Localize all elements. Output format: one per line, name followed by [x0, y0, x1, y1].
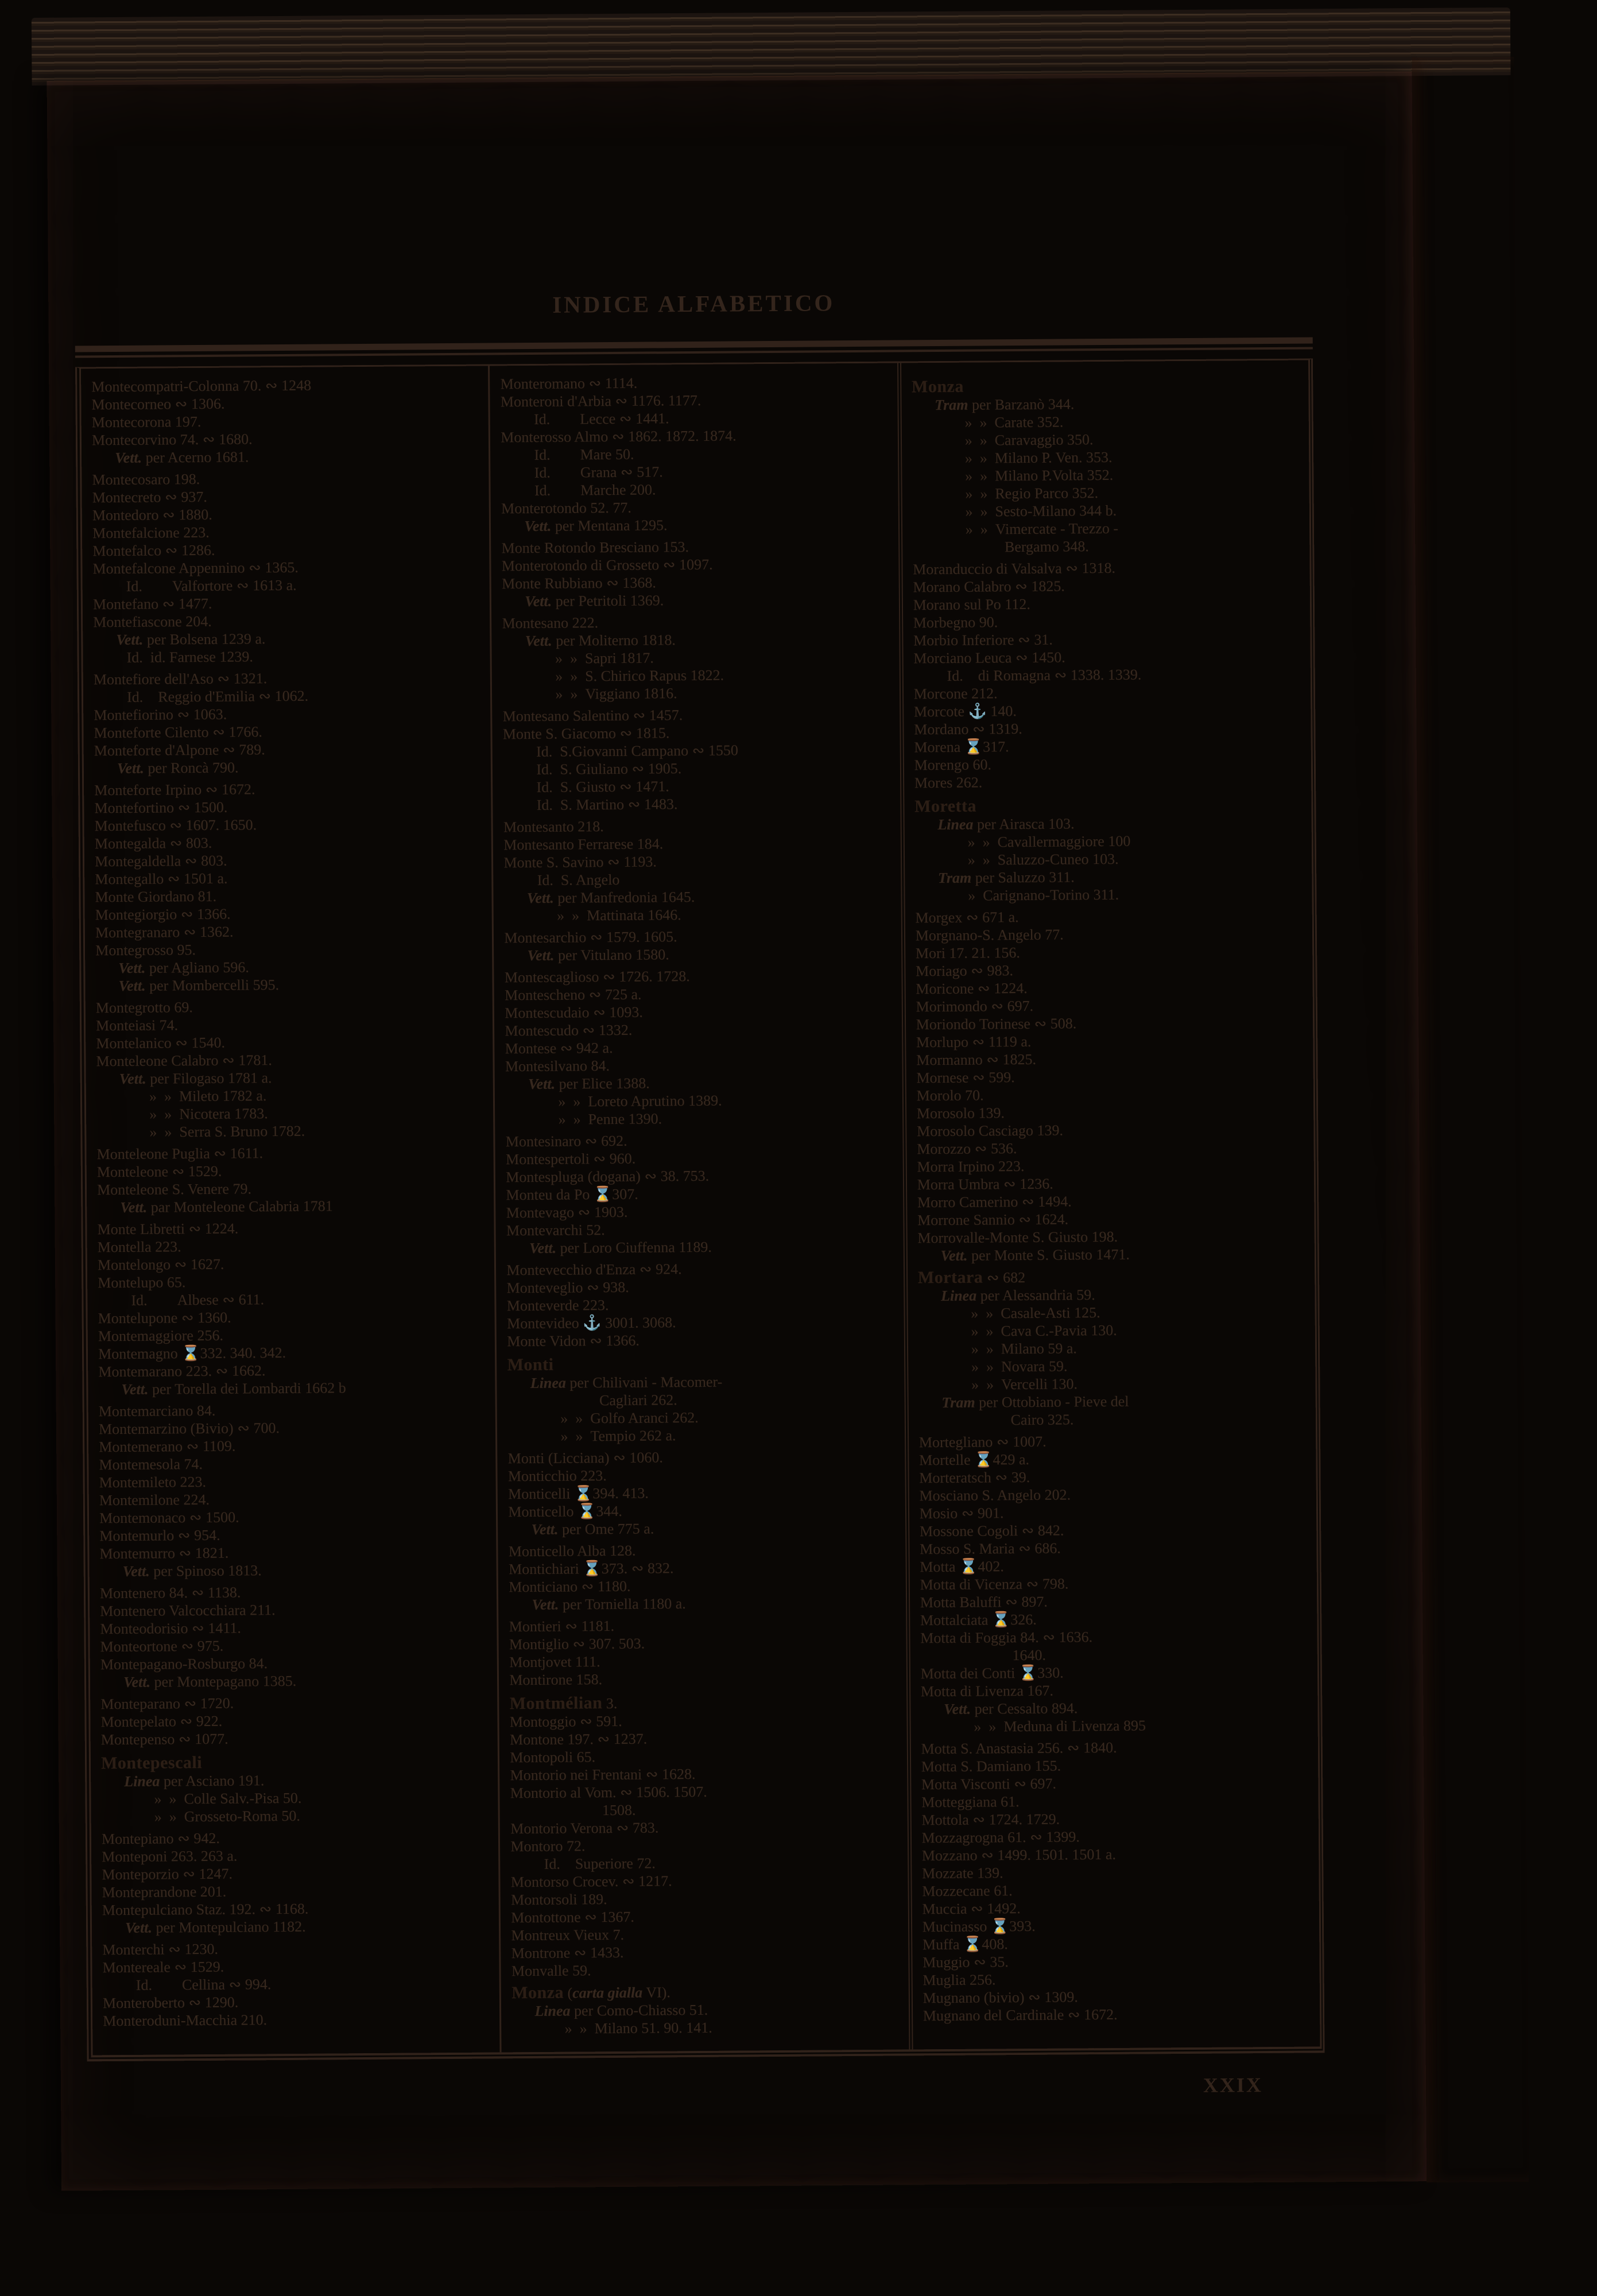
index-entry: Vett. per Monte S. Giusto 1471.	[940, 1246, 1130, 1265]
index-entry: Muccia ∾ 1492.	[922, 1900, 1021, 1918]
index-entry: Morrovalle-Monte S. Giusto 198.	[917, 1228, 1118, 1247]
index-entry: Montesanto Ferrarese 184.	[503, 835, 664, 854]
index-entry: Montescudo ∾ 1332.	[505, 1021, 633, 1040]
index-headword: Monza	[911, 377, 964, 397]
index-entry: » » Golfo Aranci 262.	[560, 1409, 699, 1427]
index-entry: Id. Cellina ∾ 994.	[135, 1976, 272, 1994]
index-entry: » » Nicotera 1783.	[149, 1105, 268, 1123]
index-entry: » » Milano P. Ven. 353.	[964, 448, 1113, 467]
index-entry: Vett. per Montepagano 1385.	[123, 1672, 297, 1690]
index-entry: Montecreto ∾ 937.	[92, 488, 207, 506]
page-number: XXIX	[1203, 2073, 1263, 2097]
index-entry: Monteleone Puglia ∾ 1611.	[96, 1145, 263, 1163]
index-entry: Morra Umbra ∾ 1236.	[917, 1175, 1053, 1193]
index-entry: Motta di Livenza 167.	[920, 1682, 1054, 1700]
index-entry: Motta Visconti ∾ 697.	[921, 1775, 1057, 1793]
index-entry: Montelupo 65.	[98, 1274, 186, 1292]
index-entry: Montescaglioso ∾ 1726. 1728.	[504, 968, 690, 986]
index-entry: Montemerano ∾ 1109.	[99, 1437, 236, 1456]
index-entry: Mucinasso ⌛393.	[922, 1917, 1036, 1936]
index-entry: Montevarchi 52.	[506, 1221, 605, 1239]
index-entry: Montesano Salentino ∾ 1457.	[502, 707, 683, 725]
index-entry: Morosolo Casciago 139.	[916, 1122, 1064, 1140]
index-entry: Montecorona 197.	[91, 413, 201, 431]
index-entry: Id. S.Giovanni Campano ∾ 1550	[536, 742, 738, 760]
index-entry: Montemurro ∾ 1821.	[99, 1544, 229, 1562]
index-entry: Montese ∾ 942 a.	[505, 1039, 613, 1057]
index-entry: Monteforte Cilento ∾ 1766.	[94, 723, 262, 742]
index-entry: Mortegliano ∾ 1007.	[918, 1433, 1046, 1451]
index-entry: Montefalcione 223.	[92, 523, 210, 542]
index-entry: Vett. per Loro Ciuffenna 1189.	[529, 1238, 712, 1257]
index-entry: Montesanto 218.	[503, 818, 604, 836]
index-entry: Montespluga (dogana) ∾ 38. 753.	[506, 1167, 710, 1186]
index-entry: Monte Giordano 81.	[95, 887, 217, 906]
index-entry: Montegalda ∾ 803.	[94, 834, 212, 852]
index-entry: Montelanico ∾ 1540.	[96, 1034, 226, 1052]
index-entry: » » Tempio 262 a.	[560, 1427, 676, 1445]
index-entry: Mornese ∾ 599.	[916, 1069, 1015, 1087]
index-entry: Montedoro ∾ 1880.	[92, 506, 212, 524]
index-entry: Montenero Valcocchiara 211.	[100, 1601, 276, 1620]
index-entry: Mormanno ∾ 1825.	[916, 1050, 1037, 1069]
index-entry: Vett. per Roncà 790.	[117, 759, 239, 777]
index-entry: Tram per Barzanò 344.	[935, 395, 1075, 414]
index-entry: Morteratsch ∾ 39.	[919, 1468, 1030, 1487]
index-entry: Montecompatri-Colonna 70. ∾ 1248	[91, 377, 312, 395]
index-entry: Monteroberto ∾ 1290.	[102, 1994, 239, 2012]
index-entry: Linea per Asciano 191.	[124, 1772, 265, 1790]
index-entry: Montemonaco ∾ 1500.	[99, 1508, 239, 1527]
index-entry: Mozzagrogna 61. ∾ 1399.	[921, 1828, 1080, 1847]
index-entry: Vett. per Montepulciano 1182.	[125, 1918, 306, 1936]
index-entry: Monteponi 263. 263 a.	[102, 1847, 238, 1865]
index-entry: Montichiari ⌛373. ∾ 832.	[508, 1560, 674, 1578]
index-entry: Morciano Leuca ∾ 1450.	[913, 649, 1065, 667]
index-column-2	[488, 363, 909, 2053]
index-entry: Montorso Crocev. ∾ 1217.	[510, 1872, 672, 1891]
index-entry: Tram per Ottobiano - Pieve del	[941, 1393, 1129, 1411]
index-entry: Mordano ∾ 1319.	[914, 720, 1022, 738]
index-entry: Montespertoli ∾ 960.	[505, 1150, 636, 1168]
index-entry: Linea per Chilivani - Macomer-	[530, 1373, 723, 1392]
index-entry: Montemarciano 84.	[98, 1402, 216, 1420]
index-entry: Id. S. Giusto ∾ 1471.	[536, 778, 669, 796]
index-entry: Morcone 212.	[913, 685, 998, 703]
index-entry: Montorio nei Frentani ∾ 1628.	[510, 1766, 696, 1784]
index-entry: Montorio Verona ∾ 783.	[510, 1819, 659, 1837]
index-entry: Morlupo ∾ 1119 a.	[916, 1033, 1032, 1051]
index-entry: Monteromano ∾ 1114.	[500, 374, 638, 393]
index-entry: Moricone ∾ 1224.	[916, 979, 1028, 998]
page-title: INDICE ALFABETICO	[552, 289, 835, 318]
header-rule	[75, 337, 1313, 358]
index-entry: » » Milano 59 a.	[971, 1340, 1077, 1358]
index-entry: Monte Rotondo Bresciano 153.	[501, 538, 689, 557]
index-entry: Montorio al Vom. ∾ 1506. 1507.	[510, 1783, 707, 1802]
index-entry: Montemarzino (Bivio) ∾ 700.	[98, 1420, 280, 1438]
index-entry: Montiglio ∾ 307. 503.	[509, 1635, 645, 1653]
index-entry: » » Vimercate - Trezzo -	[965, 519, 1119, 538]
index-entry: Id. Superiore 72.	[544, 1855, 656, 1872]
index-headword: Monti	[507, 1355, 554, 1375]
index-entry: Monteverde 223.	[506, 1297, 609, 1314]
index-entry: Vett. per Petritoli 1369.	[525, 592, 664, 610]
index-entry: » Carignano-Torino 311.	[968, 886, 1119, 904]
index-entry: Montemilone 224.	[99, 1491, 210, 1509]
index-entry: Montepelato ∾ 922.	[100, 1712, 223, 1731]
index-entry: Id. Mare 50.	[534, 445, 634, 463]
index-entry: Monteveglio ∾ 938.	[506, 1278, 629, 1297]
index-entry: Morozzo ∾ 536.	[917, 1140, 1017, 1158]
index-entry: » » Casale-Asti 125.	[971, 1304, 1100, 1322]
index-entry: Montesarchio ∾ 1579. 1605.	[504, 928, 677, 947]
index-column-3	[897, 360, 1320, 2050]
index-entry: Vett. per Moliterno 1818.	[525, 631, 676, 650]
index-entry: Montone 197. ∾ 1237.	[509, 1730, 648, 1748]
index-entry: » » Penne 1390.	[558, 1110, 662, 1128]
index-entry: Montemarano 223. ∾ 1662.	[98, 1362, 266, 1380]
index-entry: Monteforte d'Alpone ∾ 789.	[94, 741, 265, 759]
index-entry: Mozzecane 61.	[922, 1882, 1013, 1900]
index-entry: Vett. per Vitulano 1580.	[527, 946, 669, 964]
index-entry: Id. id. Farnese 1239.	[126, 648, 253, 666]
index-entry: Montrone ∾ 1433.	[511, 1944, 624, 1962]
index-entry: 1640.	[1012, 1646, 1046, 1664]
index-entry: Monteleone S. Venere 79.	[96, 1180, 252, 1199]
index-entry: Mozzate 139.	[921, 1864, 1003, 1882]
index-entry: » » Serra S. Bruno 1782.	[149, 1122, 305, 1141]
index-entry: Moriago ∾ 983.	[915, 962, 1014, 980]
index-entry: Vett. per Ome 775 a.	[531, 1520, 654, 1538]
index-entry: » » Cava C.-Pavia 130.	[971, 1321, 1117, 1340]
index-entry: Monterotondo 52. 77.	[501, 499, 631, 517]
index-entry: Motta di Vicenza ∾ 798.	[920, 1575, 1069, 1593]
index-entry: Montefusco ∾ 1607. 1650.	[94, 816, 257, 835]
index-entry: Montemaggiore 256.	[98, 1327, 224, 1345]
index-entry: Monteforte Irpino ∾ 1672.	[94, 781, 255, 799]
index-entry: Vett. per Torella dei Lombardi 1662 b	[121, 1379, 346, 1398]
index-entry: Montepagano-Rosburgo 84.	[100, 1655, 268, 1673]
index-entry: Montesilvano 84.	[505, 1057, 610, 1075]
index-entry: Monticello Alba 128.	[508, 1542, 636, 1560]
index-entry: » » Mileto 1782 a.	[149, 1087, 267, 1105]
index-entry: Linea per Como-Chiasso 51.	[534, 2001, 708, 2019]
index-entry: Vett. per Bolsena 1239 a.	[116, 630, 266, 649]
index-entry: » » Milano P.Volta 352.	[964, 466, 1114, 484]
index-entry: Mosciano S. Angelo 202.	[919, 1486, 1071, 1504]
index-entry: Monte Libretti ∾ 1224.	[97, 1220, 239, 1238]
index-entry: Vett. per Filogaso 1781 a.	[119, 1069, 272, 1088]
index-entry: Montecorvino 74. ∾ 1680.	[91, 430, 253, 449]
index-entry: Montescheno ∾ 725 a.	[504, 986, 642, 1004]
index-entry: Montecosaro 198.	[92, 470, 200, 488]
index-entry: Vett. per Spinoso 1813.	[122, 1562, 262, 1580]
index-entry: Montefiore dell'Aso ∾ 1321.	[93, 670, 268, 688]
index-entry: Bergamo 348.	[1004, 538, 1089, 556]
index-entry: Monvalle 59.	[511, 1962, 591, 1980]
index-entry: Montefalcone Appennino ∾ 1365.	[92, 559, 299, 577]
index-entry: Motta di Foggia 84. ∾ 1636.	[920, 1628, 1093, 1647]
index-entry: Montieri ∾ 1181.	[509, 1618, 615, 1635]
index-entry: Mori 17. 21. 156.	[915, 944, 1020, 962]
index-entry: Vett. per Agliano 596.	[118, 959, 249, 977]
index-entry: Montemesola 74.	[99, 1456, 203, 1473]
index-entry: Montorsoli 189.	[510, 1891, 607, 1909]
index-entry: Monticchio 223.	[507, 1467, 607, 1485]
index-entry: Montegrosso 95.	[95, 941, 196, 959]
index-entry: » » Loreto Aprutino 1389.	[558, 1092, 722, 1110]
index-entry: Montreux Vieux 7.	[511, 1926, 625, 1944]
index-entry: » » Vercelli 130.	[971, 1375, 1078, 1393]
index-entry: » » Saluzzo-Cuneo 103.	[967, 850, 1119, 868]
index-entry: » » Grosseto-Roma 50.	[154, 1807, 300, 1825]
index-entry: Monteroni d'Arbia ∾ 1176. 1177.	[500, 391, 701, 410]
index-entry: Montegaldella ∾ 803.	[94, 852, 227, 870]
index-entry: Vett. per Elice 1388.	[528, 1075, 650, 1093]
index-entry: » » Viggiano 1816.	[555, 685, 677, 703]
index-entry: Monteodorisio ∾ 1411.	[100, 1619, 241, 1638]
index-entry: Monteortone ∾ 975.	[100, 1637, 224, 1655]
index-entry: Id. Marche 200.	[534, 481, 656, 499]
index-entry: Monterotondo di Grosseto ∾ 1097.	[501, 556, 713, 575]
index-entry: Morcote ⚓ 140.	[913, 703, 1017, 720]
index-entry: Morena ⌛317.	[914, 738, 1009, 756]
index-entry: Montecorneo ∾ 1306.	[91, 395, 225, 413]
index-entry: Montepenso ∾ 1077.	[100, 1730, 228, 1748]
index-entry: Montegrotto 69.	[95, 999, 193, 1017]
index-entry: Morgnano-S. Angelo 77.	[915, 926, 1064, 944]
index-entry: » » Meduna di Livenza 895	[974, 1717, 1146, 1735]
index-entry: Monteleone Calabro ∾ 1781.	[96, 1052, 272, 1070]
index-entry: Montepiano ∾ 942.	[101, 1829, 220, 1848]
index-entry: Vett. per Manfredonia 1645.	[526, 888, 695, 907]
index-entry: Montefortino ∾ 1500.	[94, 798, 228, 817]
index-entry: Motteggiana 61.	[921, 1793, 1020, 1811]
index-entry: Motta S. Damiano 155.	[921, 1757, 1061, 1775]
index-entry: Motta Baluffi ∾ 897.	[920, 1593, 1048, 1611]
index-entry: Id. S. Angelo	[537, 871, 620, 889]
index-entry: Montelongo ∾ 1627.	[97, 1255, 224, 1274]
index-entry: Id. Lecce ∾ 1441.	[533, 410, 669, 428]
index-entry: » » Regio Parco 352.	[965, 484, 1099, 502]
index-entry: Mores 262.	[914, 774, 983, 792]
index-entry: Monte S. Savino ∾ 1193.	[503, 853, 657, 871]
index-entry: Cairo 325.	[1010, 1411, 1074, 1429]
index-entry: Morro Camerino ∾ 1494.	[917, 1193, 1072, 1211]
index-entry: Montefiascone 204.	[93, 612, 212, 631]
index-entry: Vett. par Monteleone Calabria 1781	[120, 1197, 333, 1216]
index-entry: » » Sapri 1817.	[555, 649, 654, 667]
index-entry: Cagliari 262.	[599, 1391, 677, 1409]
index-headword: Moretta	[914, 796, 977, 816]
index-entry: Morrone Sannio ∾ 1624.	[917, 1211, 1069, 1229]
index-entry: Montefiorino ∾ 1063.	[94, 705, 227, 724]
index-entry: Monteroduni-Macchia 210.	[103, 2011, 268, 2030]
index-entry: Monteleone ∾ 1529.	[96, 1162, 222, 1181]
index-entry: Mottola ∾ 1724. 1729.	[921, 1810, 1060, 1829]
index-entry: » » Mattinata 1646.	[556, 906, 681, 924]
index-entry: Montefalco ∾ 1286.	[92, 541, 215, 560]
index-entry: Tram per Saluzzo 311.	[937, 868, 1075, 887]
index-entry: » » S. Chirico Rapus 1822.	[555, 666, 724, 685]
index-entry: Linea per Airasca 103.	[937, 815, 1075, 833]
index-entry: Monticello ⌛344.	[508, 1502, 622, 1521]
index-entry: Id. S. Martino ∾ 1483.	[536, 796, 678, 813]
index-entry: Mugnano (bivio) ∾ 1309.	[922, 1988, 1078, 2007]
index-entry: » » Carate 352.	[964, 413, 1064, 431]
index-entry: Morra Irpino 223.	[917, 1157, 1025, 1176]
index-entry: Montoggio ∾ 591.	[509, 1712, 622, 1731]
index-entry: Mugnano del Cardinale ∾ 1672.	[922, 2006, 1118, 2024]
index-entry: Id. Grana ∾ 517.	[534, 463, 663, 481]
index-entry: Morbio Inferiore ∾ 31.	[913, 631, 1053, 649]
index-entry: Montottone ∾ 1367.	[511, 1908, 634, 1926]
index-entry: Monte Vidon ∾ 1366.	[507, 1332, 639, 1350]
index-entry: Monterchi ∾ 1230.	[102, 1940, 218, 1958]
index-entry: Muglia 256.	[922, 1971, 996, 1989]
index-entry: » » Novara 59.	[971, 1358, 1068, 1375]
index-entry: Id. Valfortore ∾ 1613 a.	[126, 576, 297, 595]
index-entry: Morengo 60.	[914, 756, 992, 774]
index-entry: » » Sesto-Milano 344 b.	[965, 502, 1117, 520]
index-entry: Motta ⌛402.	[920, 1558, 1004, 1576]
index-entry: Motta S. Anastasia 256. ∾ 1840.	[921, 1739, 1117, 1758]
index-entry: Montenero 84. ∾ 1138.	[99, 1584, 241, 1602]
index-entry: Moranduccio di Valsalva ∾ 1318.	[913, 559, 1116, 578]
index-entry: Mottalciata ⌛326.	[920, 1611, 1037, 1629]
index-headword: Montmélian 3.	[509, 1693, 618, 1713]
index-entry: Monti (Licciana) ∾ 1060.	[507, 1449, 663, 1467]
index-entry: » » Milano 51. 90. 141.	[564, 2019, 712, 2037]
index-entry: Montepulciano Staz. 192. ∾ 1168.	[102, 1900, 309, 1919]
index-page	[47, 71, 1427, 2191]
index-entry: Montegiorgio ∾ 1366.	[95, 905, 231, 924]
index-entry: Montescudaio ∾ 1093.	[505, 1003, 643, 1022]
index-entry: Mosso S. Maria ∾ 686.	[920, 1539, 1061, 1558]
index-entry: Mossone Cogoli ∾ 842.	[919, 1522, 1064, 1540]
index-entry: Mosio ∾ 901.	[919, 1504, 1004, 1522]
book-page	[26, 7, 1529, 2194]
index-entry: Montegallo ∾ 1501 a.	[95, 870, 228, 888]
index-entry: Vett. per Acerno 1681.	[115, 448, 249, 467]
index-entry: Montevecchio d'Enza ∾ 924.	[506, 1261, 682, 1279]
index-entry: » » Colle Salv.-Pisa 50.	[154, 1789, 302, 1808]
index-entry: » » Cavallermaggiore 100	[967, 832, 1131, 851]
index-entry: Montemurlo ∾ 954.	[99, 1526, 220, 1545]
index-entry: Monteu da Po ⌛307.	[506, 1185, 638, 1204]
index-entry: Monticiano ∾ 1180.	[509, 1577, 631, 1596]
index-entry: Monticelli ⌛394. 413.	[507, 1484, 649, 1503]
index-entry: Moriondo Torinese ∾ 508.	[916, 1015, 1077, 1033]
index-headword: Monza (carta gialla VI).	[511, 1983, 670, 2003]
index-entry: Monte Rubbiano ∾ 1368.	[501, 574, 656, 592]
index-entry: Morimondo ∾ 697.	[916, 997, 1034, 1015]
index-entry: Montoro 72.	[510, 1837, 586, 1855]
index-entry: Montemagno ⌛332. 340. 342.	[98, 1344, 286, 1363]
index-entry: Montevago ∾ 1903.	[506, 1203, 628, 1221]
index-entry: Monteporzio ∾ 1247.	[102, 1865, 233, 1883]
book-fore-edge-pages-texture	[1412, 57, 1529, 2182]
index-entry: Vett. per Mentana 1295.	[524, 517, 668, 535]
index-entry: Vett. per Cessalto 894.	[943, 1700, 1078, 1718]
index-entry: Montefano ∾ 1477.	[92, 595, 212, 613]
index-entry: Montirone 158.	[509, 1671, 603, 1689]
index-entry: Montemileto 223.	[99, 1473, 207, 1491]
index-entry: Montella 223.	[97, 1238, 181, 1256]
index-entry: Id. Albese ∾ 611.	[131, 1291, 265, 1309]
index-entry: Morbegno 90.	[913, 614, 998, 631]
index-entry: Montesinaro ∾ 692.	[505, 1132, 627, 1150]
index-entry: 1508.	[602, 1801, 636, 1819]
index-entry: Montevideo ⚓ 3001. 3068.	[506, 1314, 676, 1332]
index-entry: Morano sul Po 112.	[913, 595, 1030, 614]
index-entry: Muggio ∾ 35.	[922, 1953, 1009, 1971]
index-entry: Vett. per Mombercelli 595.	[118, 976, 280, 995]
index-entry: Monteparano ∾ 1720.	[100, 1694, 234, 1713]
index-entry: Montopoli 65.	[510, 1748, 596, 1766]
index-entry: Montereale ∾ 1529.	[102, 1958, 224, 1976]
index-entry: Linea per Alessandria 59.	[940, 1286, 1095, 1305]
index-entry: Montjovet 111.	[509, 1653, 600, 1671]
index-table	[75, 358, 1325, 2061]
index-entry: Morano Calabro ∾ 1825.	[913, 577, 1065, 596]
index-entry: Muffa ⌛408.	[922, 1936, 1008, 1953]
index-entry: Morgex ∾ 671 a.	[915, 909, 1019, 926]
index-entry: Id. S. Giuliano ∾ 1905.	[536, 760, 682, 778]
index-entry: Monterosso Almo ∾ 1862. 1872. 1874.	[501, 427, 737, 446]
index-entry: Montesano 222.	[502, 614, 599, 632]
index-entry: Monteiasi 74.	[95, 1017, 179, 1034]
index-headword: Montepescali	[100, 1753, 203, 1773]
index-entry: Id. di Romagna ∾ 1338. 1339.	[947, 666, 1142, 684]
index-entry: Morolo 70.	[916, 1087, 984, 1104]
index-entry: Id. Reggio d'Emilia ∾ 1062.	[126, 687, 309, 705]
index-entry: Mortelle ⌛429 a.	[918, 1450, 1030, 1469]
index-entry: Monte S. Giacomo ∾ 1815.	[502, 724, 670, 743]
index-entry: » » Caravaggio 350.	[964, 431, 1094, 449]
index-entry: Mozzano ∾ 1499. 1501. 1501 a.	[921, 1845, 1117, 1864]
index-column-1	[81, 366, 500, 2055]
index-entry: Morosolo 139.	[916, 1104, 1005, 1122]
index-headword: Mortara ∾ 682	[917, 1267, 1026, 1287]
index-entry: Montelupone ∾ 1360.	[98, 1309, 231, 1327]
index-entry: Montegranaro ∾ 1362.	[95, 923, 234, 941]
index-entry: Monteprandone 201.	[102, 1883, 227, 1901]
index-entry: Vett. per Torniella 1180 a.	[532, 1595, 686, 1614]
index-entry: Motta dei Conti ⌛330.	[920, 1664, 1064, 1682]
